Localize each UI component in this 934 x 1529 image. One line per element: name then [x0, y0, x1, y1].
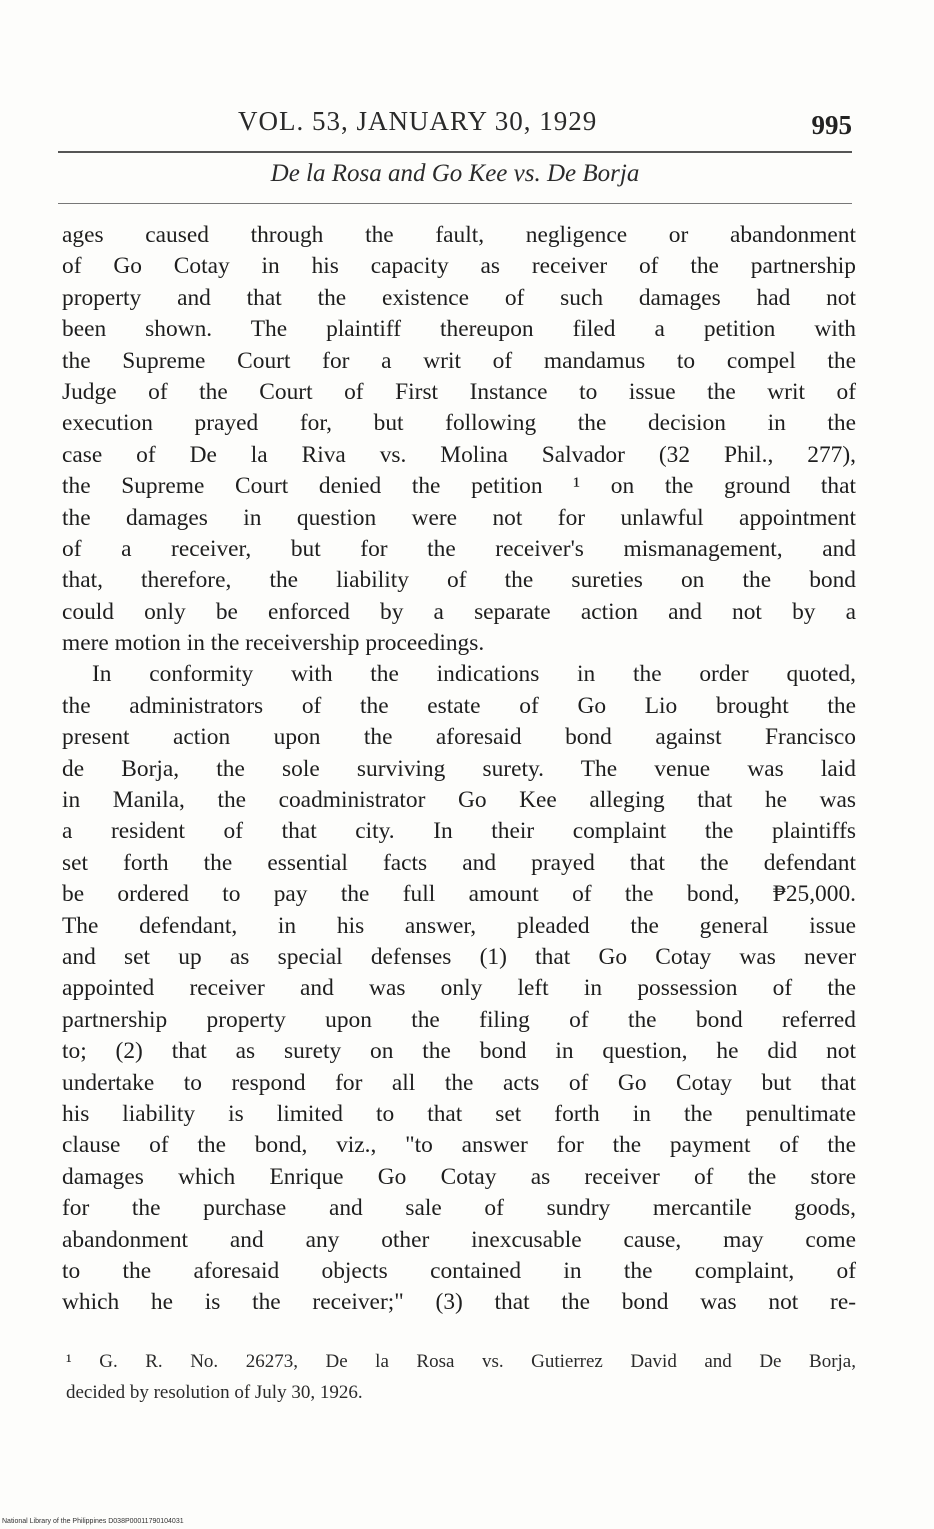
body-text — [62, 220, 856, 1319]
text-line: appointed receiver and was only left in possession of the — [62, 975, 856, 1002]
text-line: The defendant, in his answer, pleaded the general issue — [62, 912, 856, 939]
text-line: mere motion in the receivership proceedings. — [62, 630, 485, 657]
page-number: 995 — [811, 110, 852, 140]
text-line: set forth the essential facts and prayed that the defendant — [62, 849, 856, 876]
header-rule — [58, 151, 852, 153]
text-line: been shown. The plaintiff thereupon filed a petition with — [62, 316, 856, 343]
text-line: the Supreme Court denied the petition ¹ on the ground that — [62, 473, 856, 500]
text-line: to the aforesaid objects contained in the complaint, of — [62, 1257, 856, 1284]
library-stamp: National Library of the Philippines D038P00011790104031 — [2, 1518, 184, 1525]
text-line: of Go Cotay in his capacity as receiver of the partnership — [62, 253, 856, 280]
text-line: and set up as special defenses (1) that Go Cotay was never — [62, 943, 856, 970]
text-line: property and that the existence of such damages had not — [62, 284, 856, 311]
footnote-line: ¹ G. R. No. 26273, De la Rosa vs. Gutierrez David and De Borja, — [66, 1351, 856, 1372]
title-rule — [58, 203, 852, 204]
text-line: damages which Enrique Go Cotay as receiver of the store — [62, 1163, 856, 1190]
text-line: de Borja, the sole surviving surety. The venue was laid — [62, 755, 856, 782]
case-title: De la Rosa and Go Kee vs. De Borja — [270, 160, 640, 187]
text-line: undertake to respond for all the acts of Go Cotay but that — [62, 1069, 856, 1096]
text-line: the administrators of the estate of Go Lio brought the — [62, 692, 856, 719]
text-line: the damages in question were not for unlawful appointment — [62, 504, 856, 531]
text-line: which he is the receiver;" (3) that the bond was not re- — [62, 1289, 856, 1316]
text-line: the Supreme Court for a writ of mandamus to compel the — [62, 347, 856, 374]
text-line: partnership property upon the filing of the bond referred — [62, 1006, 856, 1033]
footnote — [66, 1346, 856, 1408]
text-line: ages caused through the fault, negligence or abandonment — [62, 222, 856, 248]
text-line: to; (2) that as surety on the bond in question, he did not — [62, 1038, 856, 1065]
footnote-line: decided by resolution of July 30, 1926. — [66, 1382, 363, 1403]
text-line: In conformity with the indications in the order quoted, — [92, 661, 856, 688]
text-line: that, therefore, the liability of the sureties on the bond — [62, 567, 856, 594]
text-line: case of De la Riva vs. Molina Salvador (32 Phil., 277), — [62, 441, 856, 468]
text-line: his liability is limited to that set forth in the penultimate — [62, 1100, 856, 1127]
page-header — [58, 100, 854, 150]
text-line: abandonment and any other inexcusable cause, may come — [62, 1226, 856, 1253]
text-line: for the purchase and sale of sundry mercantile goods, — [62, 1195, 856, 1222]
text-line: a resident of that city. In their complaint the plaintiffs — [62, 818, 856, 845]
text-line: in Manila, the coadministrator Go Kee alleging that he was — [62, 787, 856, 814]
text-line: Judge of the Court of First Instance to issue the writ of — [62, 378, 856, 405]
running-head: VOL. 53, JANUARY 30, 1929 — [238, 106, 598, 136]
text-line: could only be enforced by a separate action and not by a — [62, 598, 856, 625]
text-line: present action upon the aforesaid bond against Francisco — [62, 724, 856, 751]
text-line: be ordered to pay the full amount of the bond, ₱25,000. — [62, 881, 856, 908]
text-line: execution prayed for, but following the decision in the — [62, 410, 856, 437]
text-line: clause of the bond, viz., "to answer for the payment of the — [62, 1132, 856, 1159]
text-line: of a receiver, but for the receiver's mismanagement, and — [62, 535, 856, 562]
